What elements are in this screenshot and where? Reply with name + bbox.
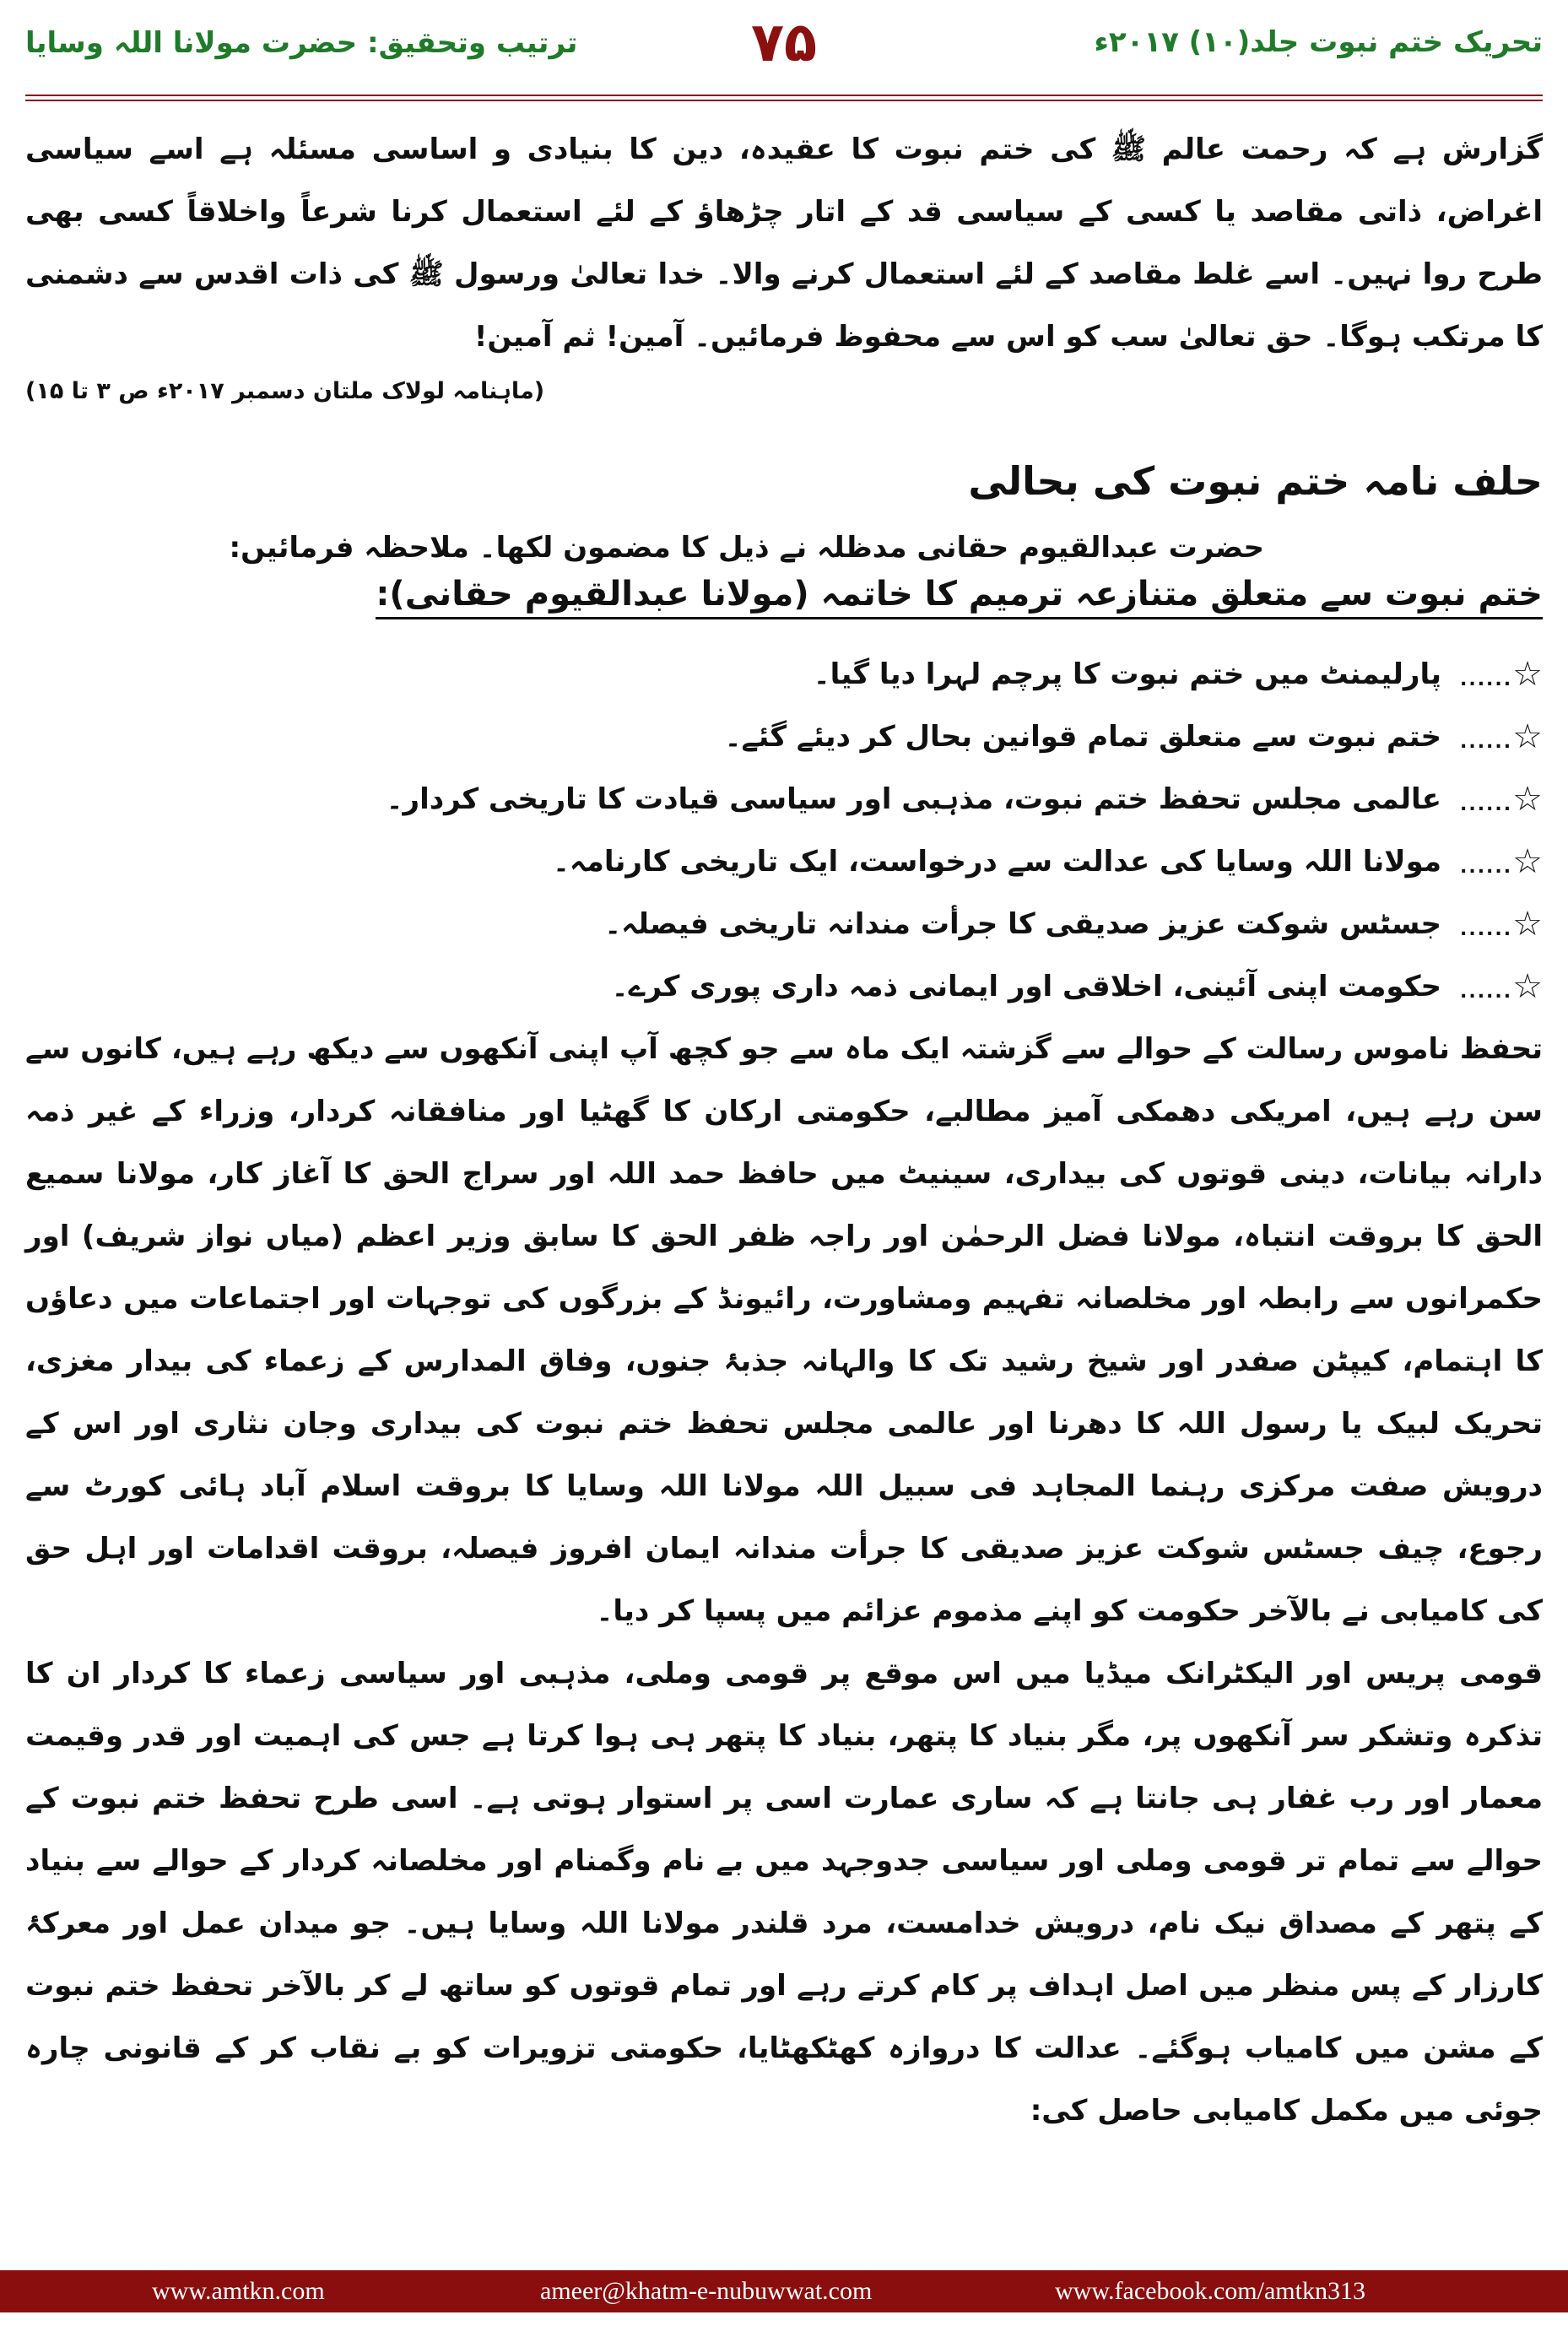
star-marker: [1441, 768, 1543, 836]
footer-email-link[interactable]: ameer@khatm-e-nubuwwat.com: [540, 2277, 873, 2305]
star-icon: ☆: [1512, 842, 1543, 881]
footer-facebook-link[interactable]: www.facebook.com/amtkn313: [1055, 2277, 1365, 2305]
page-header: [0, 0, 1568, 101]
section-title: حلف نامہ ختم نبوت کی بحالی: [968, 458, 1543, 504]
footer-website-link[interactable]: www.amtkn.com: [152, 2277, 325, 2305]
page-number: ۷۵: [750, 12, 818, 74]
leader-dots: ......: [1459, 794, 1513, 815]
star-icon: ☆: [1512, 717, 1543, 756]
header-divider: [25, 95, 1543, 101]
star-marker: [1441, 643, 1543, 711]
star-marker: [1441, 893, 1543, 961]
page-footer: [0, 2270, 1568, 2312]
page-content: [25, 118, 1543, 2245]
star-marker: [1441, 830, 1543, 899]
compiler-credit: ترتیب وتحقیق: حضرت مولانا اللہ وسایا: [25, 26, 578, 60]
list-item-text: مولانا اللہ وسایا کی عدالت سے درخواست، ایک تاریخی کارنامہ۔: [552, 845, 1441, 879]
leader-dots: ......: [1459, 732, 1513, 753]
list-item-text: عالمی مجلس تحفظ ختم نبوت، مذہبی اور سیاسی قیادت کا تاریخی کردار۔: [386, 782, 1441, 816]
star-marker: [1441, 955, 1543, 1024]
body-paragraph-1: تحفظ ناموس رسالت کے حوالے سے گزشتہ ایک ماہ سے جو کچھ آپ اپنی آنکھوں سے دیکھ رہے ہیں، کانوں سے سن رہے ہیں، امریکی دھمکی آمیز مطالبے، حکومتی ارکان کا گھٹیا اور منافقانہ کردار، وزراء کے غیر ذمہ دارانہ بیانات، دینی قوتوں کی بیداری، سینیٹ میں حافظ حمد اللہ اور سراج الحق کا آغاز کار، مولانا سمیع الحق کا بروقت انتباہ، مولانا فضل الرحمٰن اور راجہ ظفر الحق کا سابق وزیر اعظم (میاں نواز شریف) اور حکمرانوں سے رابطہ اور مخلصانہ تفہیم ومشاورت، رائیونڈ کے بزرگوں کی توجہات اور اجتماعات میں دعاؤں کا اہتمام، کیپٹن صفدر اور شیخ رشید تک کا والہانہ جذبۂ جنوں، وفاق المدارس کے زعماء کی بیدار مغزی، تحریک لبیک یا رسول اللہ کا دھرنا اور عالمی مجلس تحفظ ختم نبوت کی بیداری وجان نثاری اور اس کے درویش صفت مرکزی رہنما المجاہد فی سبیل اللہ مولانا اللہ وسایا کا بروقت اسلام آباد ہائی کورٹ سے رجوع، چیف جسٹس شوکت عزیز صدیقی کا جرأت مندانہ ایمان افروز فیصلہ، بروقت اقدامات اور اہل حق کی کامیابی نے بالآخر حکومت کو اپنے مذموم عزائم میں پسپا کر دیا۔: [25, 1032, 1543, 1628]
body-paragraph-2: قومی پریس اور الیکٹرانک میڈیا میں اس موقع پر قومی وملی، مذہبی اور سیاسی زعماء کا کردار ان کا تذکرہ وتشکر سر آنکھوں پر، مگر بنیاد کا پتھر، بنیاد کا پتھر ہی ہوا کرتا ہے جس کی اہمیت اور قدر وقیمت معمار اور رب غفار ہی جانتا ہے کہ ساری عمارت اسی پر استوار ہوتی ہے۔ اسی طرح تحفظ ختم نبوت کے حوالے سے تمام تر قومی وملی اور سیاسی جدوجہد میں بے نام وگمنام اور مخلصانہ کردار کے حوالے سے بنیاد کے پتھر کے مصداق نیک نام، درویش خدامست، مرد قلندر مولانا اللہ وسایا ہیں۔ جو میدان عمل اور معرکۂ کارزار کے پس منظر میں اصل اہداف پر کام کرتے رہے اور تمام قوتوں کو ساتھ لے کر بالآخر تحفظ ختم نبوت کے مشن میں کامیاب ہوگئے۔ عدالت کا دروازہ کھٹکھٹایا، حکومتی تزویرات کو بے نقاب کر کے قانونی چارہ جوئی میں مکمل کامیابی حاصل کی:: [25, 1657, 1543, 2128]
list-item-text: حکومت اپنی آئینی، اخلاقی اور ایمانی ذمہ داری پوری کرے۔: [611, 970, 1441, 1003]
list-item: [25, 768, 1543, 830]
section-subtitle: ختم نبوت سے متعلق متنازعہ ترمیم کا خاتمہ (مولانا عبدالقیوم حقانی):: [376, 575, 1543, 619]
source-citation: (ماہنامہ لولاک ملتان دسمبر ۲۰۱۷ء ص ۳ تا ۱۵): [25, 378, 545, 404]
list-item-text: پارلیمنٹ میں ختم نبوت کا پرچم لہرا دیا گیا۔: [813, 657, 1441, 691]
star-icon: ☆: [1512, 905, 1543, 944]
leader-dots: ......: [1459, 669, 1513, 690]
book-title: تحریک ختم نبوت جلد(۱۰) ۲۰۱۷ء: [1094, 25, 1543, 59]
bullet-list: [25, 643, 1543, 1018]
list-item-text: جسٹس شوکت عزیز صدیقی کا جرأت مندانہ تاریخی فیصلہ۔: [604, 907, 1441, 941]
leader-dots: ......: [1459, 982, 1513, 1003]
star-icon: ☆: [1512, 967, 1543, 1006]
list-item: [25, 955, 1543, 1018]
list-item-text: ختم نبوت سے متعلق تمام قوانین بحال کر دیئے گئے۔: [724, 720, 1441, 754]
leader-dots: ......: [1459, 919, 1513, 940]
subtitle-wrapper: [25, 570, 1543, 643]
list-item: [25, 643, 1543, 706]
list-item: [25, 893, 1543, 955]
list-item: [25, 830, 1543, 893]
section-intro: حضرت عبدالقیوم حقانی مدظلہ نے ذیل کا مضمون لکھا۔ ملاحظہ فرمائیں:: [229, 531, 1264, 565]
star-icon: ☆: [1512, 655, 1543, 694]
list-item: [25, 706, 1543, 768]
intro-paragraph: گزارش ہے کہ رحمت عالم ﷺ کی ختم نبوت کا عقیدہ، دین کا بنیادی و اساسی مسئلہ ہے اسے سیاسی اغراض، ذاتی مقاصد یا کسی کے سیاسی قد کے اتار چڑھاؤ کے لئے استعمال کرنا شرعاً واخلاقاً کسی بھی طرح روا نہیں۔ اسے غلط مقاصد کے لئے استعمال کرنے والا۔ خدا تعالیٰ ورسول ﷺ کی ذات اقدس سے دشمنی کا مرتکب ہوگا۔ حق تعالیٰ سب کو اس سے محفوظ فرمائیں۔ آمین! ثم آمین!: [25, 133, 1543, 354]
star-icon: ☆: [1512, 780, 1543, 819]
star-marker: [1441, 706, 1543, 774]
leader-dots: ......: [1459, 857, 1513, 878]
